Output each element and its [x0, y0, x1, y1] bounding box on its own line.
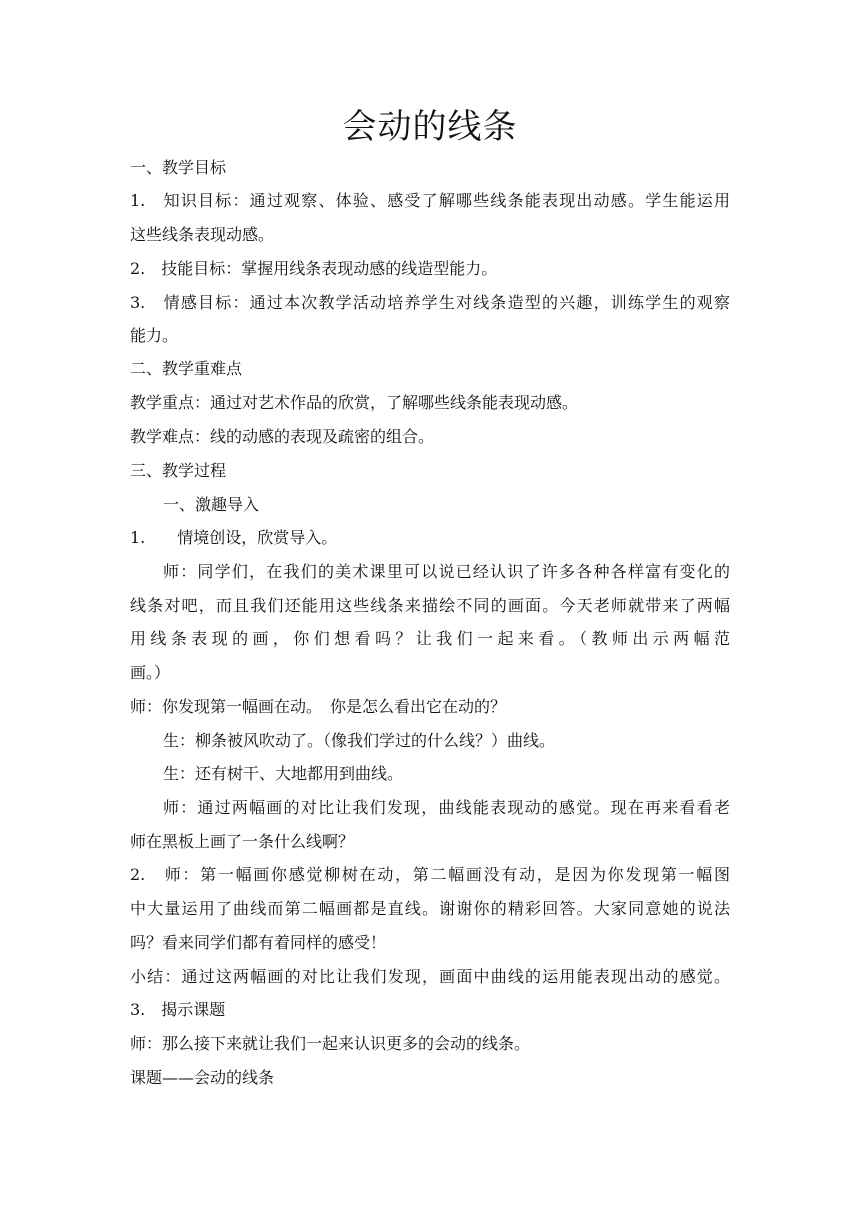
summary-line: 小结：通过这两幅画的对比让我们发现，画面中曲线的运用能表现出动的感觉。 — [130, 967, 730, 986]
paragraph-line: 2. 技能目标：掌握用线条表现动感的线造型能力。 — [130, 259, 498, 278]
paragraph-line: 师在黑板上画了一条什么线啊？ — [130, 832, 355, 851]
subsection-heading: 3. 揭示课题 — [130, 1000, 226, 1019]
subsection-heading: 一、激趣导入 — [163, 495, 260, 514]
topic-line: 课题——会动的线条 — [130, 1068, 275, 1087]
paragraph-line: 1. 知识目标：通过观察、体验、感受了解哪些线条能表现出动感。学生能运用 — [130, 191, 730, 210]
paragraph-line: 师：通过两幅画的对比让我们发现，曲线能表现动的感觉。现在再来看看老 — [163, 798, 730, 817]
paragraph-line: 这些线条表现动感。 — [130, 225, 275, 244]
paragraph-line: 2. 师：第一幅画你感觉柳树在动，第二幅画没有动，是因为你发现第一幅图 — [130, 865, 730, 884]
paragraph-line: 教学难点：线的动感的表现及疏密的组合。 — [130, 427, 435, 446]
document-title: 会动的线条 — [342, 107, 518, 147]
paragraph-line: 能力。 — [130, 326, 179, 345]
paragraph-line: 中大量运用了曲线而第二幅画都是直线。谢谢你的精彩回答。大家同意她的说法 — [130, 899, 730, 918]
paragraph-line: 1. 情境创设，欣赏导入。 — [130, 528, 338, 547]
paragraph-line: 画。） — [130, 663, 171, 682]
section-heading-objectives: 一、教学目标 — [130, 158, 227, 177]
paragraph-line: 线条对吧，而且我们还能用这些线条来描绘不同的画面。今天老师就带来了两幅 — [130, 596, 730, 615]
section-heading-process: 三、教学过程 — [130, 461, 227, 480]
paragraph-line: 吗？看来同学们都有着同样的感受！ — [130, 933, 387, 952]
paragraph-line: 3. 情感目标：通过本次教学活动培养学生对线条造型的兴趣，训练学生的观察 — [130, 293, 730, 312]
paragraph-line: 用线条表现的画，你们想看吗？让我们一起来看。（教师出示两幅范 — [130, 629, 730, 648]
section-heading-key-points: 二、教学重难点 — [130, 359, 243, 378]
paragraph-line: 生：柳条被风吹动了。（像我们学过的什么线？）曲线。 — [163, 731, 556, 750]
paragraph-line: 师：那么接下来就让我们一起来认识更多的会动的线条。 — [130, 1034, 531, 1053]
paragraph-line: 教学重点：通过对艺术作品的欣赏，了解哪些线条能表现动感。 — [130, 393, 579, 412]
paragraph-line: 师：同学们，在我们的美术课里可以说已经认识了许多各种各样富有变化的 — [163, 562, 730, 581]
paragraph-line: 师：你发现第一幅画在动。 你是怎么看出它在动的？ — [130, 697, 507, 716]
paragraph-line: 生：还有树干、大地都用到曲线。 — [163, 764, 404, 783]
